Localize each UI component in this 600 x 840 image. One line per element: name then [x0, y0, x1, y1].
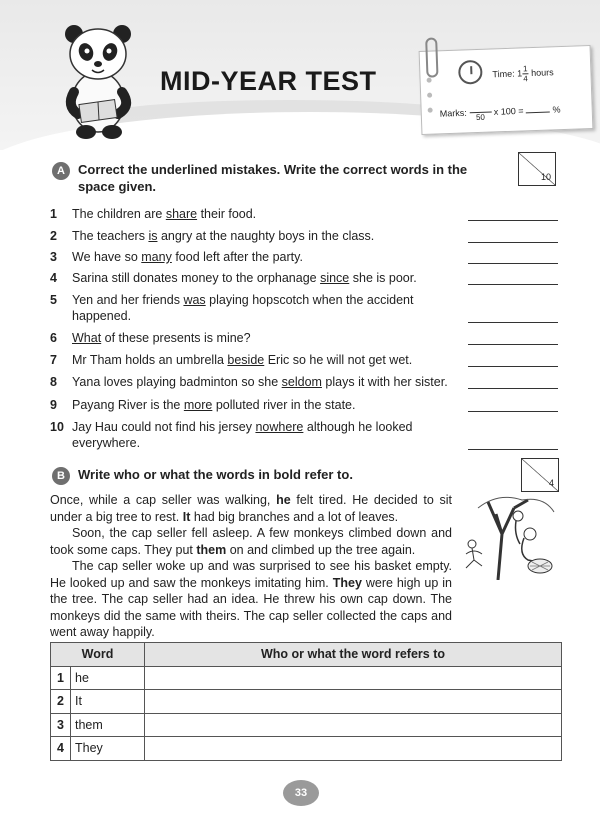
passage-paragraph-3: The cap seller woke up and was surprised to see his basket empty. He looked up and saw the monkeys imitating him. They were high up in the tree. The cap seller had an idea. He threw his own cap down. The monkeys did the same with theirs. The cap seller collected the caps and went away happily.	[50, 559, 452, 639]
answer-cell[interactable]	[145, 713, 562, 737]
answer-line[interactable]	[468, 242, 558, 243]
row-number: 3	[51, 713, 71, 737]
row-number: 4	[51, 737, 71, 761]
question-text: The teachers is angry at the naughty boys in the class.	[72, 229, 375, 243]
panda-illustration	[52, 22, 144, 140]
answer-line[interactable]	[468, 344, 558, 345]
underlined-mistake: since	[320, 271, 350, 285]
question-number: 6	[50, 331, 57, 345]
question-number: 10	[50, 420, 64, 434]
passage-paragraph-1: Once, while a cap seller was walking, he felt tired. He decided to sit under a big tree to rest. It had big branches and a lot of leaves.	[50, 493, 452, 524]
section-b-badge: B	[52, 467, 70, 485]
row-number: 1	[51, 666, 71, 690]
section-a-badge: A	[52, 162, 70, 180]
underlined-mistake: What	[72, 331, 102, 345]
table-row	[51, 690, 562, 714]
cap-seller-illustration	[458, 494, 560, 580]
reading-passage	[50, 492, 452, 641]
answer-line[interactable]	[468, 322, 558, 323]
page-number: 33	[283, 780, 319, 806]
row-word: he	[71, 666, 145, 690]
answer-line[interactable]	[468, 220, 558, 221]
row-word: They	[71, 737, 145, 761]
binder-holes	[427, 78, 434, 123]
underlined-mistake: many	[141, 250, 172, 264]
time-allowed: Time: 1 $\frac{1}{4}$ hours	[492, 64, 554, 84]
question-text: Payang River is the more polluted river in the state.	[72, 398, 356, 412]
underlined-mistake: is	[148, 229, 158, 243]
marks-formula: Marks: 50 x 100 = %	[439, 104, 561, 123]
table-row	[51, 713, 562, 737]
answer-cell[interactable]	[145, 666, 562, 690]
table-row	[51, 737, 562, 761]
question-number: 1	[50, 207, 57, 221]
table-row	[51, 666, 562, 690]
question-number: 8	[50, 375, 57, 389]
answer-line[interactable]	[468, 388, 558, 389]
question-text: What of these presents is mine?	[72, 331, 251, 345]
page-title: MID-YEAR TEST	[160, 66, 377, 96]
answer-line[interactable]	[468, 366, 558, 367]
answer-cell[interactable]	[145, 690, 562, 714]
question-number: 9	[50, 398, 57, 412]
underlined-mistake: more	[183, 398, 213, 412]
question-text: Yana loves playing badminton so she seldom plays it with her sister.	[72, 375, 448, 389]
underlined-mistake: beside	[227, 353, 265, 367]
table-header-refers-to: Who or what the word refers to	[145, 643, 562, 667]
answer-line[interactable]	[468, 284, 558, 285]
clock-icon	[458, 60, 483, 85]
underlined-mistake: was	[183, 293, 206, 307]
question-number: 4	[50, 271, 57, 285]
question-text: We have so many food left after the party.	[72, 250, 303, 264]
question-number: 7	[50, 353, 57, 367]
passage-paragraph-2: Soon, the cap seller fell asleep. A few monkeys climbed down and took some caps. They put them on and climbed up the tree again.	[50, 526, 452, 557]
underlined-mistake: share	[165, 207, 198, 221]
answer-line[interactable]	[468, 263, 558, 264]
answer-line[interactable]	[468, 449, 558, 450]
question-text: Jay Hau could not find his jersey nowhere although he looked everywhere.	[72, 420, 413, 450]
question-number: 5	[50, 293, 57, 307]
section-a-instruction: Correct the underlined mistakes. Write the correct words in the space given.	[78, 162, 468, 194]
row-number: 2	[51, 690, 71, 714]
time-marks-note	[419, 45, 594, 135]
table-header-word: Word	[51, 643, 145, 667]
question-number: 3	[50, 250, 57, 264]
row-word: It	[71, 690, 145, 714]
answer-cell[interactable]	[145, 737, 562, 761]
question-text: The children are share their food.	[72, 207, 257, 221]
question-text: Mr Tham holds an umbrella beside Eric so he will not get wet.	[72, 353, 413, 367]
answer-line[interactable]	[468, 411, 558, 412]
section-a-score-box: 10	[518, 152, 556, 186]
row-word: them	[71, 713, 145, 737]
answer-table	[50, 642, 562, 761]
underlined-mistake: nowhere	[255, 420, 304, 434]
paper-clip-icon	[425, 37, 438, 77]
question-text: Yen and her friends was playing hopscotch when the accident happened.	[72, 293, 414, 323]
question-text: Sarina still donates money to the orphanage since she is poor.	[72, 271, 417, 285]
section-b-header	[52, 466, 492, 485]
section-b-score-box: 4	[521, 458, 559, 492]
underlined-mistake: seldom	[281, 375, 322, 389]
question-number: 2	[50, 229, 57, 243]
section-b-instruction: Write who or what the words in bold refer to.	[78, 467, 353, 482]
section-a-header	[52, 161, 492, 195]
